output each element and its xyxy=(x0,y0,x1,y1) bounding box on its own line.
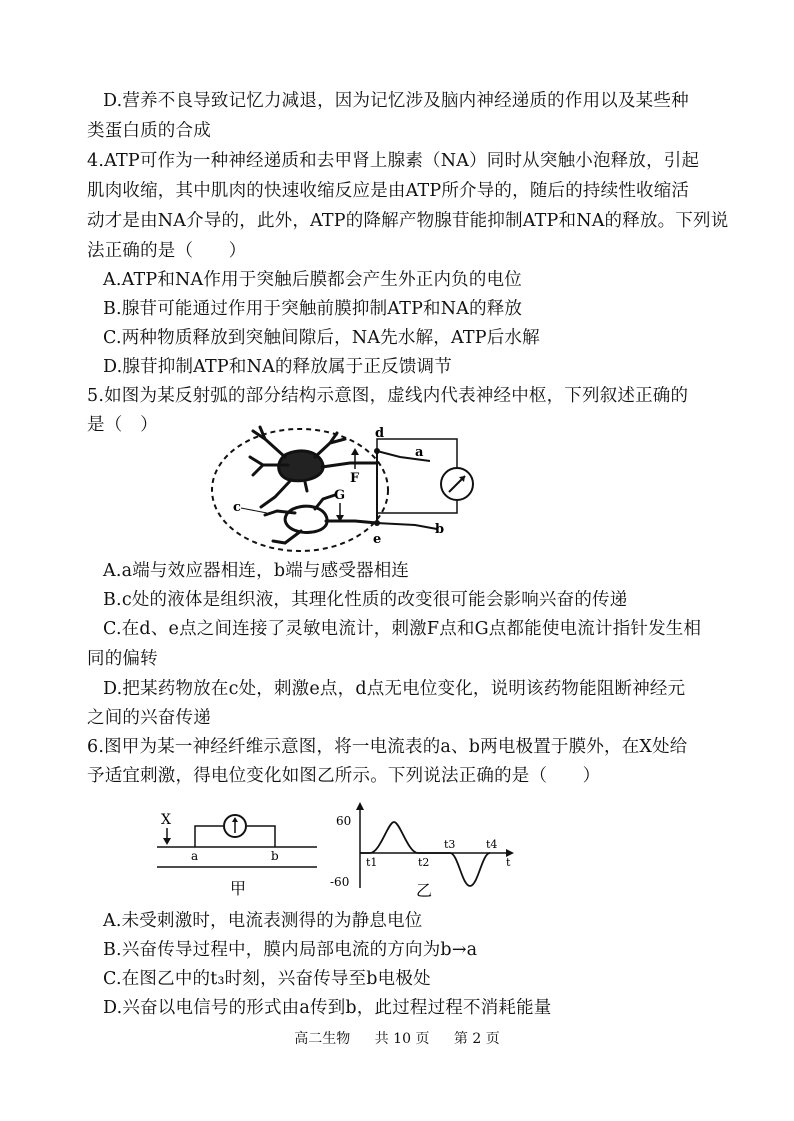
q4-option-a: A.ATP和NA作用于突触后膜都会产生外正内负的电位 xyxy=(103,270,522,290)
q6-option-b: B.兴奋传导过程中，膜内局部电流的方向为b→a xyxy=(103,940,478,960)
reflex-arc-diagram xyxy=(205,425,490,560)
q6-stem-line1: 6.图甲为某一神经纤维示意图，将一电流表的a、b两电极置于膜外，在X处给 xyxy=(87,737,688,757)
q3-option-d-cont: 类蛋白质的合成 xyxy=(87,121,211,141)
nerve-fiber-diagram xyxy=(155,808,325,898)
q4-stem-line2: 肌肉收缩，其中肌肉的快速收缩反应是由ATP所介导的，随后的持续性收缩活 xyxy=(87,181,690,201)
label-c: c xyxy=(233,500,241,515)
q6-option-a: A.未受刺激时，电流表测得的为静息电位 xyxy=(103,911,423,931)
q5-option-a: A.a端与效应器相连，b端与感受器相连 xyxy=(103,561,410,581)
q4-option-b: B.腺苷可能通过作用于突触前膜抑制ATP和NA的释放 xyxy=(103,299,523,319)
q6-stem-line2: 予适宜刺激，得电位变化如图乙所示。下列说法正确的是（ ） xyxy=(87,766,601,786)
page-footer xyxy=(0,1028,794,1048)
q4-option-d: D.腺苷抑制ATP和NA的释放属于正反馈调节 xyxy=(103,357,452,377)
footer-subject: 高二生物 xyxy=(294,1031,351,1047)
q5-option-c-cont: 同的偏转 xyxy=(87,649,158,669)
q5-option-c: C.在d、e点之间连接了灵敏电流计，刺激F点和G点都能使电流计指针发生相 xyxy=(103,619,702,639)
t1-label: t1 xyxy=(366,856,378,869)
label-F: F xyxy=(350,471,360,486)
t3-label: t3 xyxy=(444,838,456,851)
figure-yi-caption: 乙 xyxy=(416,881,433,900)
q5-option-d-cont: 之间的兴奋传递 xyxy=(87,708,211,728)
footer-page-number: 第 2 页 xyxy=(453,1031,500,1047)
t2-label: t2 xyxy=(418,856,430,869)
q5-stem-line1: 5.如图为某反射弧的部分结构示意图，虚线内代表神经中枢，下列叙述正确的 xyxy=(87,386,689,406)
label-d: d xyxy=(375,426,385,441)
t-axis-label: t xyxy=(506,856,511,869)
q4-stem-line1: 4.ATP可作为一种神经递质和去甲肾上腺素（NA）同时从突触小泡释放，引起 xyxy=(87,151,700,171)
label-b: b xyxy=(435,522,445,537)
electrode-a-label: a xyxy=(191,849,199,863)
lower-neuron xyxy=(265,495,377,543)
q5-stem-line2: 是（ ） xyxy=(87,415,158,435)
q3-option-d: D.营养不良导致记忆力减退，因为记忆涉及脑内神经递质的作用以及某些种 xyxy=(103,91,689,111)
footer-total-pages: 共 10 页 xyxy=(374,1031,430,1047)
label-X: X xyxy=(161,812,171,828)
q4-option-c: C.两种物质释放到突触间隙后，NA先水解，ATP后水解 xyxy=(103,328,540,348)
upper-neuron xyxy=(250,427,377,507)
electrode-b-label: b xyxy=(271,849,279,863)
q6-option-c: C.在图乙中的t₃时刻，兴奋传导至b电极处 xyxy=(103,969,431,989)
q5-option-b: B.c处的液体是组织液，其理化性质的改变很可能会影响兴奋的传递 xyxy=(103,590,628,610)
figure-jia-caption: 甲 xyxy=(230,879,247,898)
label-e: e xyxy=(373,532,382,547)
t4-label: t4 xyxy=(486,838,498,851)
q4-stem-line3: 动才是由NA介导的，此外，ATP的降解产物腺苷能抑制ATP和NA的释放。下列说 xyxy=(87,211,729,231)
potential-graph xyxy=(330,800,520,900)
q6-option-d: D.兴奋以电信号的形式由a传到b，此过程过程不消耗能量 xyxy=(103,998,552,1018)
label-a: a xyxy=(415,445,424,460)
q5-option-d: D.把某药物放在c处，刺激e点，d点无电位变化，说明该药物能阻断神经元 xyxy=(103,679,686,699)
y-label-60: 60 xyxy=(336,814,352,828)
label-G: G xyxy=(334,488,346,503)
y-label-neg60: -60 xyxy=(330,875,350,889)
q4-stem-line4: 法正确的是（ ） xyxy=(87,241,247,261)
